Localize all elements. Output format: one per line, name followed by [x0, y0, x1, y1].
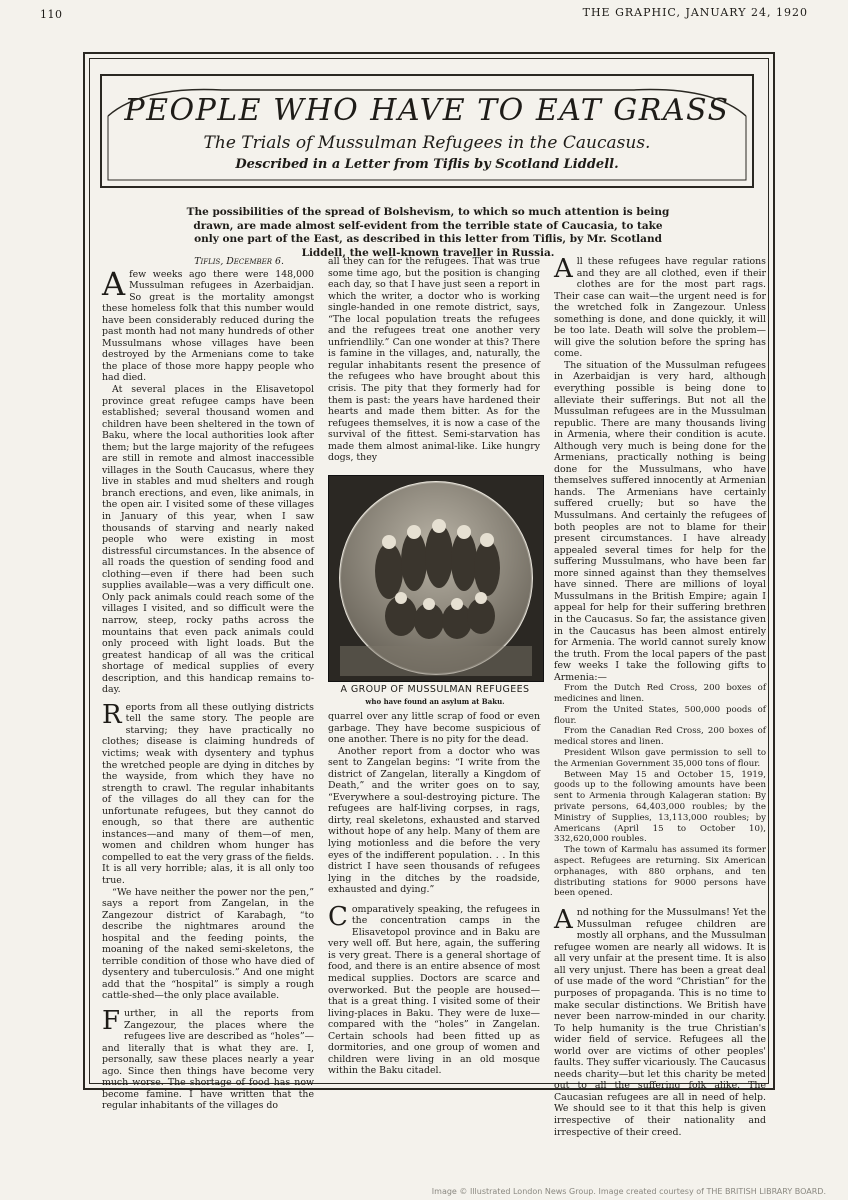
caption-title: A GROUP OF MUSSULMAN REFUGEES [340, 684, 530, 695]
paragraph: Further, in all the reports from Zangezour, the places where the refugees live are described as “holes”—and literally that is what they are. I, personally, saw these places nearly a year ago. Since then things have become very much worse. The shortage of food has now become famine. I have written that the regular inhabitants of the villages do [102, 1006, 314, 1112]
title-ornament [102, 76, 752, 186]
column-3 [554, 256, 766, 1138]
photo-caption [328, 684, 542, 706]
image-credit: Image © Illustrated London News Group. Image created courtesy of THE BRITISH LIBRARY BOARD. [431, 1187, 826, 1196]
title-panel [100, 74, 754, 188]
page-number: 110 [40, 8, 63, 21]
paragraph: quarrel over any little scrap of food or even garbage. They have become suspicious of one another. There is no pity for the dead. [328, 711, 540, 746]
gift-item: The town of Karmalu has assumed its former aspect. Refugees are returning. Six American orphanages, with 880 orphans, and ten distributing stations for 9000 persons have been opened. [554, 845, 766, 899]
drop-cap: A [554, 905, 573, 936]
gift-item: From the United States, 500,000 poods of flour. [554, 704, 766, 726]
dateline: Tiflis, December 6. [194, 256, 284, 267]
paragraph: The situation of the Mussulman refugees in Azerbaidjan is very hard, although everything possible is being done to alleviate their sufferings. But not all the Mussulman refugees are in the Mussulman republic. There are many thousands living in Armenia, where their condition is acute. Although very much is being done for the Armenians, practically nothing is being done for the Mussulmans, who have themselves suffered innocently at Armenian hands. The Armenians have certainly suffered cruelly; but so have the Mussulmans. And certainly the refugees of both peoples are not to blame for their present circumstances. I have already appealed several times for help for the suffering Mussulmans, who have been far more sinned against than they themselves have sinned. There are millions of loyal Mussulmans in the British Empire; again I appeal for help for their suffering brethren in the Caucasus. So far, the assistance given in the Caucasus has been almost entirely for Armenia. The world cannot surely know the truth. From the local papers of the past few weeks I take the following gifts to Armenia:— [554, 359, 766, 683]
intro-paragraph: The possibilities of the spread of Bolshevism, to which so much attention is being drawn, are made almost self-evident from the terrible state of Caucasia, to take only one part of the East, as described in this letter from Tiflis, by Mr. Scotland Liddell, the well-known traveller in Russia. [186, 206, 670, 259]
gift-item: Between May 15 and October 15, 1919, goods up to the following amounts have been sent to Armenia through Kalageran station: By private persons, 64,403,000 roubles; by the Ministry of Supplies, 13,113,000 roubles; by Americans (April 15 to October 10), 332,620,000 roubles. [554, 769, 766, 845]
paragraph: Comparatively speaking, the refugees in the concentration camps in the Elisavetopol province and in Baku are very well off. But here, again, the suffering is very great. There is a general shortage of food, and there is an entire absence of most medical supplies. Doctors are scarce and overworked. But the people are housed—that is a great thing. I visited some of their living-places in Baku. They were de luxe—compared with the “holes” in Zangelan. Certain schools had been fitted up as dormitories, and one group of women and children were living in an old mosque within the Baku citadel. [328, 901, 540, 1077]
photo-image [329, 476, 543, 681]
paragraph: Another report from a doctor who was sent to Zangelan begins: “I write from the district of Zangelan, literally a Kingdom of Death,” and the writer goes on to say, “Everywhere a soul-destroying picture. The refugees are half-living corpses, in rags, dirty, real skeletons, exhausted and starved without hope of any help. Many of them are lying motionless and die before the very eyes of the indifferent population. . . In this district I have seen thousands of refugees lying in the ditches by the roadside, exhausted and dying.” [328, 745, 540, 896]
drop-cap: R [102, 699, 122, 730]
running-head: THE GRAPHIC, JANUARY 24, 1920 [582, 6, 808, 19]
paragraph: all they can for the refugees. That was true some time ago, but the position is changing each day, so that I have just seen a report in which the writer, a doctor who is working single-handed in one remote district, says, “The local population treats the refugees and the refugees treat one another very unfriendlily.” Can one wonder at this? There is famine in the villages, and, naturally, the regular inhabitants resent the presence of the refugees who have brought about this crisis. The pity that they formerly had for them is past: the years have hardened their hearts and made them bitter. As for the refugees themselves, it is now a case of the survival of the fittest. Semi-starvation has made them almost animal-like. Like hungry dogs, they [328, 256, 540, 464]
drop-cap: F [102, 1006, 121, 1036]
paragraph: And nothing for the Mussulmans! Yet the Mussulman refugee children are mostly all orphans, and the Mussulman refugee women are nearly all widows. It is all very unfair at the present time. It is also all very unjust. There has been a great deal of use made of the word “Christian” for the purposes of propaganda. This is no time to make secular distinctions. We British have never been narrow-minded in our charity. To help humanity is the true Christian's wider field of service. Refugees all the world over are victims of other peoples' faults. They suffer vicariously. The Caucasus needs charity—but let this charity be meted out to all the suffering folk alike. The Caucasian refugees are all in need of help. We should see to it that this help is given irrespective of their nationality and irrespective of their creed. [554, 905, 766, 1138]
column-2-bottom [328, 711, 540, 1077]
paragraph: “We have neither the power nor the pen,” says a report from Zangelan, in the Zangezour district of Karabagh, “to describe the nightmares around the hospital and the feeding points, the moaning of the naked semi-skeletons, the terrible condition of those who have died of dysentery and tuberculosis.” And one might add that the “hospital” is simply a rough cattle-shed—the only place available. [102, 886, 314, 1002]
column-2-top [328, 256, 540, 464]
headline: PEOPLE WHO HAVE TO EAT GRASS [124, 93, 730, 128]
refugee-photo [328, 475, 544, 682]
caption-subtitle: who have found an asylum at Baku. [365, 697, 505, 706]
gift-item: From the Canadian Red Cross, 200 boxes of medical stores and linen. [554, 726, 766, 748]
column-1 [102, 256, 314, 1112]
drop-cap: C [328, 901, 348, 932]
paragraph: All these refugees have regular rations and they are all clothed, even if their clothes are for the most part rags. Their case can wait—the urgent need is for the wretched folk in Zangezour. Unless something is done, and done quickly, it will be too late. Death will solve the problem—will give the solution before the spring has come. [554, 254, 766, 360]
byline: Described in a Letter from Tiflis by Scotland Liddell. [235, 157, 619, 172]
gift-item: President Wilson gave permission to sell to the Armenian Government 35,000 tons of flour. [554, 748, 766, 769]
drop-cap: A [102, 264, 126, 303]
drop-cap: A [554, 254, 573, 284]
subtitle: The Trials of Mussulman Refugees in the Caucasus. [203, 133, 651, 153]
paragraph: Afew weeks ago there were 148,000 Mussulman refugees in Azerbaidjan. So great is the mortality amongst these homeless folk that this number would have been considerably reduced during the past month had not many hundreds of other Mussulmans whose villages have been destroyed by the Armenians come to take the place of those more happy people who had died. [102, 264, 314, 384]
gift-item: From the Dutch Red Cross, 200 boxes of medicines and linen. [554, 683, 766, 705]
paragraph: At several places in the Elisavetopol province great refugee camps have been established; several thousand women and children have been sheltered in the town of Baku, where the local authorities look after them; but the large majority of the refugees are still in remote and almost inaccessible villages in the South Caucasus, where they live in stables and mud shelters and rough branch erections, and even, like animals, in the open air. I visited some of these villages in January of this year, when I saw thousands of starving and nearly naked people who were existing in most distressful circumstances. In the absence of all roads the question of sending food and clothing—even if there had been such supplies available—was a very difficult one. Only pack animals could reach some of the villages I visited, and so difficult were the narrow, steep, rocky paths across the mountains that even pack animals could only proceed with light loads. But the greatest handicap of all was the critical shortage of medical supplies of every description, and this handicap remains to-day. [102, 384, 314, 696]
gifts-list [554, 683, 766, 899]
paragraph: Reports from all these outlying districts tell the same story. The people are starving; they have practically no clothes; disease is claiming hundreds of victims; weak with dysentery and typhus the wretched people are dying in ditches by the wayside, from which they have no strength to crawl. The regular inhabitants of the villages do all they can for the unfortunate refugees, but they cannot do enough, so that there are authentic instances—and many of them—of men, women and children whom hunger has compelled to eat the very grass of the fields. It is all very horrible; alas, it is all only too true. [102, 699, 314, 886]
